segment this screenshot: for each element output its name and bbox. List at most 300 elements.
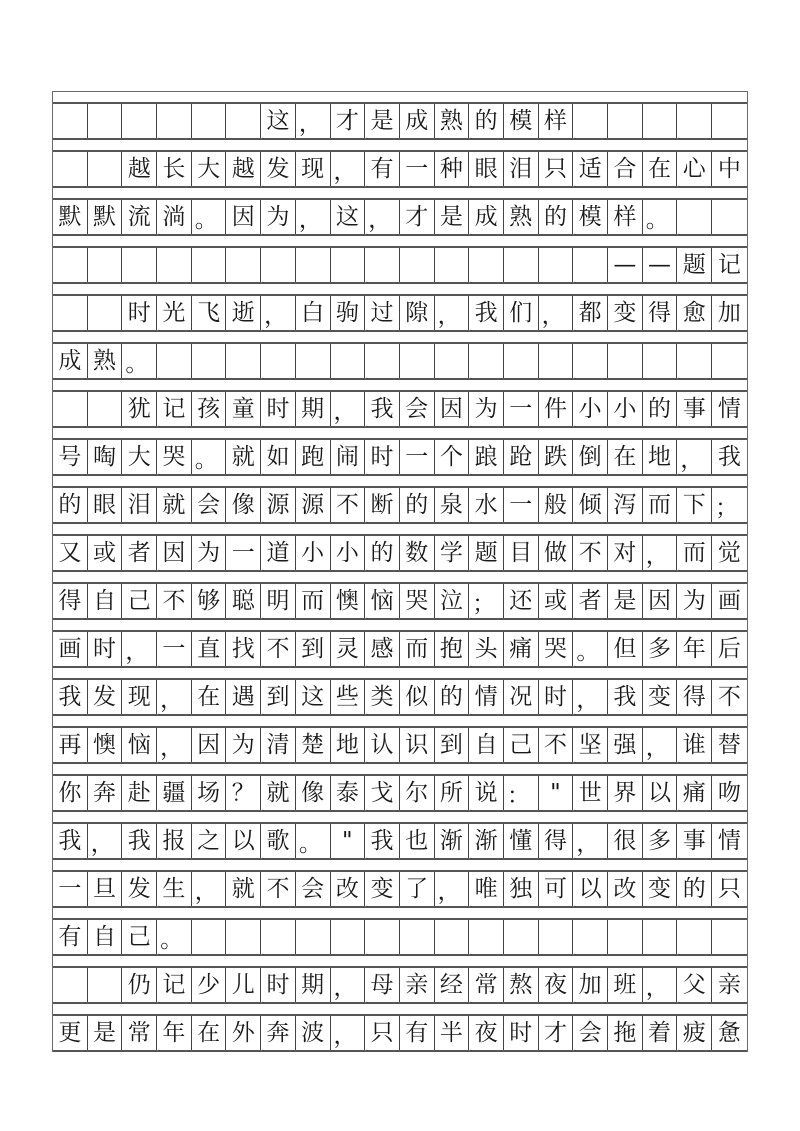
grid-cell: 可 [539,872,574,906]
grid-cell: 踉 [469,440,504,474]
grid-cell: 为 [192,536,227,570]
grid-cell: 童 [226,392,261,426]
grid-cell: 记 [157,968,192,1002]
grid-row [53,246,747,284]
grid-cell: 自 [469,728,504,762]
grid-cell: 断 [365,488,400,522]
grid-cell: 找 [226,632,261,666]
grid-cell: 心 [677,152,712,186]
grid-cell: 。 [122,344,157,378]
grid-cell: 期 [296,392,331,426]
grid-cell: 样 [539,104,574,138]
grid-cell: ， [539,296,574,330]
grid-cell: 变 [643,872,678,906]
grid-cell: 很 [608,824,643,858]
grid-cell: ， [573,824,608,858]
grid-cell [573,104,608,138]
grid-cell: 经 [435,968,470,1002]
grid-cell: 小 [331,536,366,570]
grid-cell: 多 [643,824,678,858]
grid-cell: 己 [122,584,157,618]
grid-cell: 一 [400,152,435,186]
grid-cell: 泉 [435,488,470,522]
grid-cell: 件 [539,392,574,426]
grid-cell: 更 [53,1016,88,1050]
grid-cell [608,344,643,378]
grid-cell [53,152,88,186]
grid-cell: 有 [365,152,400,186]
grid-cell: 夜 [539,968,574,1002]
grid-cell: 而 [400,632,435,666]
grid-row [53,726,747,764]
grid-cell: 觉 [717,539,741,566]
grid-cell: 半 [435,1016,470,1050]
grid-cell: 记 [157,392,192,426]
grid-cell: 变 [365,872,400,906]
grid-cell: 得 [677,680,712,714]
grid-cell: 犹 [122,392,157,426]
grid-cell: 。 [192,200,227,234]
grid-cell [88,296,123,330]
grid-cell [539,248,574,282]
grid-cell: 时 [122,296,157,330]
grid-cell [365,248,400,282]
grid-cell [539,344,574,378]
grid-cell [400,920,435,954]
grid-cell: 长 [157,152,192,186]
grid-cell: 痛 [677,776,712,810]
grid-cell [157,104,192,138]
grid-cell: 熟 [88,344,123,378]
grid-cell: 自 [88,920,123,954]
grid-cell: 都 [573,296,608,330]
grid-cell: 逝 [226,296,261,330]
grid-cell: 适 [573,152,608,186]
grid-cell: 一 [53,872,88,906]
grid-cell [643,920,678,954]
grid-cell [400,344,435,378]
grid-row [53,630,747,668]
grid-cell [53,968,88,1002]
grid-cell: ， [365,200,400,234]
grid-cell: 因 [435,392,470,426]
grid-cell: ， [573,680,608,714]
grid-cell: 一 [504,488,539,522]
grid-cell: 像 [226,488,261,522]
grid-cell: 熟 [504,200,539,234]
grid-cell: 隙 [400,296,435,330]
grid-cell: 大 [122,440,157,474]
grid-cell: ？ [226,776,261,810]
grid-cell: 的 [539,200,574,234]
grid-cell: ， [677,440,712,474]
grid-cell: 你 [53,776,88,810]
grid-cell: 惫 [717,1019,741,1046]
grid-cell: 母 [365,968,400,1002]
grid-cell: 闹 [331,440,366,474]
grid-cell: 有 [400,1016,435,1050]
grid-cell: ， [331,1016,366,1050]
grid-cell: 者 [122,536,157,570]
grid-cell: — [643,248,678,282]
grid-cell: 吻 [717,779,741,806]
grid-cell [712,200,747,234]
grid-cell [573,248,608,282]
grid-cell: ， [643,968,678,1002]
grid-cell: 而 [643,488,678,522]
grid-cell [296,248,331,282]
grid-cell: 的 [643,392,678,426]
grid-cell: 数 [400,536,435,570]
grid-cell: 得 [53,584,88,618]
grid-cell: 自 [88,584,123,618]
grid-cell: 越 [226,152,261,186]
grid-cell: 渐 [435,824,470,858]
grid-cell: 了 [400,872,435,906]
grid-cell [469,248,504,282]
grid-cell: 仍 [122,968,157,1002]
grid-cell: 直 [192,632,227,666]
grid-cell: 只 [365,1016,400,1050]
grid-cell: 泪 [122,488,157,522]
grid-cell: 啕 [88,440,123,474]
grid-cell: 号 [53,440,88,474]
grid-cell: 情 [469,680,504,714]
grid-cell: 坚 [573,728,608,762]
grid-cell: 只 [717,875,741,902]
grid-cell [88,248,123,282]
grid-cell: 以 [573,872,608,906]
grid-cell: 时 [504,1016,539,1050]
grid-cell: ， [122,632,157,666]
grid-cell: 小 [296,536,331,570]
grid-cell: 旦 [88,872,123,906]
grid-cell: 因 [192,728,227,762]
grid-cell: 尔 [400,776,435,810]
grid-cell: 现 [122,680,157,714]
grid-cell: 常 [122,1016,157,1050]
grid-cell: 种 [435,152,470,186]
grid-cell: 流 [122,200,157,234]
grid-cell: ， [296,104,331,138]
grid-cell: 是 [608,584,643,618]
grid-cell: ； [469,584,504,618]
grid-cell: 懂 [504,824,539,858]
grid-cell: 变 [608,296,643,330]
grid-row [53,918,747,956]
grid-cell: 事 [677,392,712,426]
grid-cell: 常 [469,968,504,1002]
grid-cell [573,920,608,954]
grid-cell: 我 [53,680,88,714]
grid-cell: ； [715,495,739,521]
grid-cell: ， [157,728,192,762]
grid-cell: 源 [261,488,296,522]
grid-cell: 感 [365,632,400,666]
grid-cell: 泣 [435,584,470,618]
grid-cell: 会 [573,1016,608,1050]
grid-cell: ： [504,776,539,810]
grid-cell: 大 [192,152,227,186]
grid-cell: 中 [717,155,741,182]
grid-cell [53,392,88,426]
grid-cell: 但 [608,632,643,666]
grid-cell [53,104,88,138]
grid-cell [122,104,157,138]
grid-row [53,678,747,716]
grid-cell: 道 [261,536,296,570]
grid-cell: 样 [608,200,643,234]
grid-cell: 只 [539,152,574,186]
grid-cell: 。 [192,440,227,474]
grid-cell: 谁 [677,728,712,762]
grid-cell [331,248,366,282]
grid-cell: 再 [53,728,88,762]
grid-cell: 默 [88,200,123,234]
grid-cell: 我 [717,443,741,470]
grid-cell: " [539,776,574,810]
grid-cell [712,920,747,954]
grid-cell: 着 [643,1016,678,1050]
grid-cell [400,248,435,282]
grid-cell: 哭 [400,584,435,618]
grid-row [53,486,747,524]
grid-cell: 独 [504,872,539,906]
grid-cell: 得 [539,824,574,858]
grid-cell: 哭 [157,440,192,474]
grid-cell: 这 [331,200,366,234]
grid-cell: 水 [469,488,504,522]
grid-cell: 少 [192,968,227,1002]
grid-cell [53,296,88,330]
grid-cell: 我 [365,824,400,858]
grid-cell: 小 [573,392,608,426]
grid-cell: 儿 [226,968,261,1002]
grid-cell: 愈 [677,296,712,330]
grid-cell: 些 [331,680,366,714]
grid-cell: 倒 [573,440,608,474]
grid-cell: 。 [573,632,608,666]
grid-cell [192,104,227,138]
grid-cell [677,200,712,234]
grid-cell: 恼 [365,584,400,618]
grid-cell: 时 [365,440,400,474]
grid-cell: 期 [296,968,331,1002]
grid-cell: 跄 [504,440,539,474]
grid-cell: 题 [469,536,504,570]
grid-cell: 而 [296,584,331,618]
grid-cell: 哭 [539,632,574,666]
grid-cell: 。 [157,920,192,954]
grid-cell [504,248,539,282]
grid-cell: 我 [469,296,504,330]
grid-cell: 像 [296,776,331,810]
grid-cell: 光 [157,296,192,330]
grid-cell [53,248,88,282]
grid-cell: 情 [717,827,741,854]
grid-cell: 渐 [469,824,504,858]
grid-cell: 跑 [296,440,331,474]
grid-cell [504,920,539,954]
grid-cell [712,104,747,138]
grid-cell [539,920,574,954]
grid-cell: 因 [226,200,261,234]
grid-cell: 。 [643,200,678,234]
grid-cell [122,248,157,282]
grid-cell: 目 [504,536,539,570]
grid-cell: 在 [608,440,643,474]
grid-cell: 这 [296,680,331,714]
grid-cell [504,344,539,378]
grid-cell: ， [157,680,192,714]
grid-cell: 楚 [296,728,331,762]
grid-cell: 一 [157,632,192,666]
grid-cell: 一 [504,392,539,426]
grid-cell: 就 [261,776,296,810]
grid-cell: 到 [435,728,470,762]
grid-cell: 在 [643,152,678,186]
grid-cell: 模 [504,104,539,138]
grid-cell: 不 [573,536,608,570]
grid-cell: 孩 [192,392,227,426]
grid-cell: 发 [88,680,123,714]
grid-cell: 这 [261,104,296,138]
grid-cell: 改 [608,872,643,906]
grid-cell: 是 [365,104,400,138]
grid-cell: 因 [157,536,192,570]
grid-cell: 时 [88,632,123,666]
grid-cell: 是 [88,1016,123,1050]
grid-row [53,822,747,860]
grid-cell: 外 [226,1016,261,1050]
grid-cell: 替 [717,731,741,758]
grid-cell: 的 [677,872,712,906]
grid-cell: 时 [261,968,296,1002]
grid-cell: 加 [573,968,608,1002]
grid-cell: 我 [365,392,400,426]
grid-cell: 跌 [539,440,574,474]
grid-cell [608,104,643,138]
grid-cell: 不 [157,584,192,618]
grid-cell: 类 [365,680,400,714]
grid-row [53,150,747,188]
grid-cell: 己 [504,728,539,762]
grid-cell [157,344,192,378]
grid-cell: ， [643,728,678,762]
grid-cell: 源 [296,488,331,522]
grid-cell [296,920,331,954]
grid-cell: 不 [261,632,296,666]
grid-cell: ， [435,872,470,906]
grid-cell: 奔 [88,776,123,810]
grid-cell [469,344,504,378]
grid-cell: 到 [261,680,296,714]
grid-cell: ， [331,152,366,186]
grid-cell: 亲 [400,968,435,1002]
grid-cell: 以 [226,824,261,858]
grid-cell: 报 [157,824,192,858]
grid-cell: 的 [365,536,400,570]
grid-cell: 夜 [469,1016,504,1050]
grid-cell: 默 [53,200,88,234]
grid-cell: 是 [435,200,470,234]
grid-cell: 就 [226,872,261,906]
grid-cell: 恼 [122,728,157,762]
grid-cell: 以 [643,776,678,810]
grid-cell: 我 [53,824,88,858]
grid-cell [226,344,261,378]
grid-cell: 不 [261,872,296,906]
grid-row [53,582,747,620]
grid-cell [712,344,747,378]
grid-cell [296,344,331,378]
grid-cell: 的 [53,488,88,522]
grid-cell: 又 [53,536,88,570]
grid-cell: 得 [643,296,678,330]
grid-cell: 画 [717,587,741,614]
grid-cell: 所 [435,776,470,810]
grid-cell: 熟 [435,104,470,138]
grid-cell: 清 [261,728,296,762]
grid-cell: 对 [608,536,643,570]
grid-cell [192,248,227,282]
grid-cell [435,248,470,282]
grid-cell: 而 [677,536,712,570]
grid-cell: 题 [677,248,712,282]
grid-cell: 我 [122,824,157,858]
grid-cell: 不 [331,488,366,522]
grid-row [53,342,747,380]
grid-cell [677,104,712,138]
grid-cell: 在 [192,1016,227,1050]
grid-cell: 学 [435,536,470,570]
grid-cell: 白 [296,296,331,330]
grid-cell: 为 [677,584,712,618]
grid-cell: 歌 [261,824,296,858]
grid-cell: 头 [469,632,504,666]
grid-cell: 才 [400,200,435,234]
grid-cell: 有 [53,920,88,954]
grid-row [53,774,747,812]
grid-cell [677,344,712,378]
grid-cell: 亲 [717,971,741,998]
grid-cell: 时 [261,392,296,426]
grid-cell: ， [296,200,331,234]
grid-cell [88,152,123,186]
grid-cell: 才 [331,104,366,138]
grid-cell: 明 [261,584,296,618]
grid-cell: 眼 [469,152,504,186]
grid-cell: 的 [469,104,504,138]
grid-cell [643,104,678,138]
grid-cell: 强 [608,728,643,762]
grid-cell: ， [331,968,366,1002]
grid-cell: 画 [53,632,88,666]
grid-cell: 会 [192,488,227,522]
grid-cell: 灵 [331,632,366,666]
grid-cell: 们 [504,296,539,330]
grid-cell: 因 [643,584,678,618]
grid-cell: — [608,248,643,282]
grid-cell: 一 [226,536,261,570]
grid-cell [226,104,261,138]
grid-cell: 为 [261,200,296,234]
grid-cell: 唯 [469,872,504,906]
grid-cell: ， [192,872,227,906]
grid-cell [331,920,366,954]
grid-cell: 的 [435,680,470,714]
grid-cell [608,920,643,954]
